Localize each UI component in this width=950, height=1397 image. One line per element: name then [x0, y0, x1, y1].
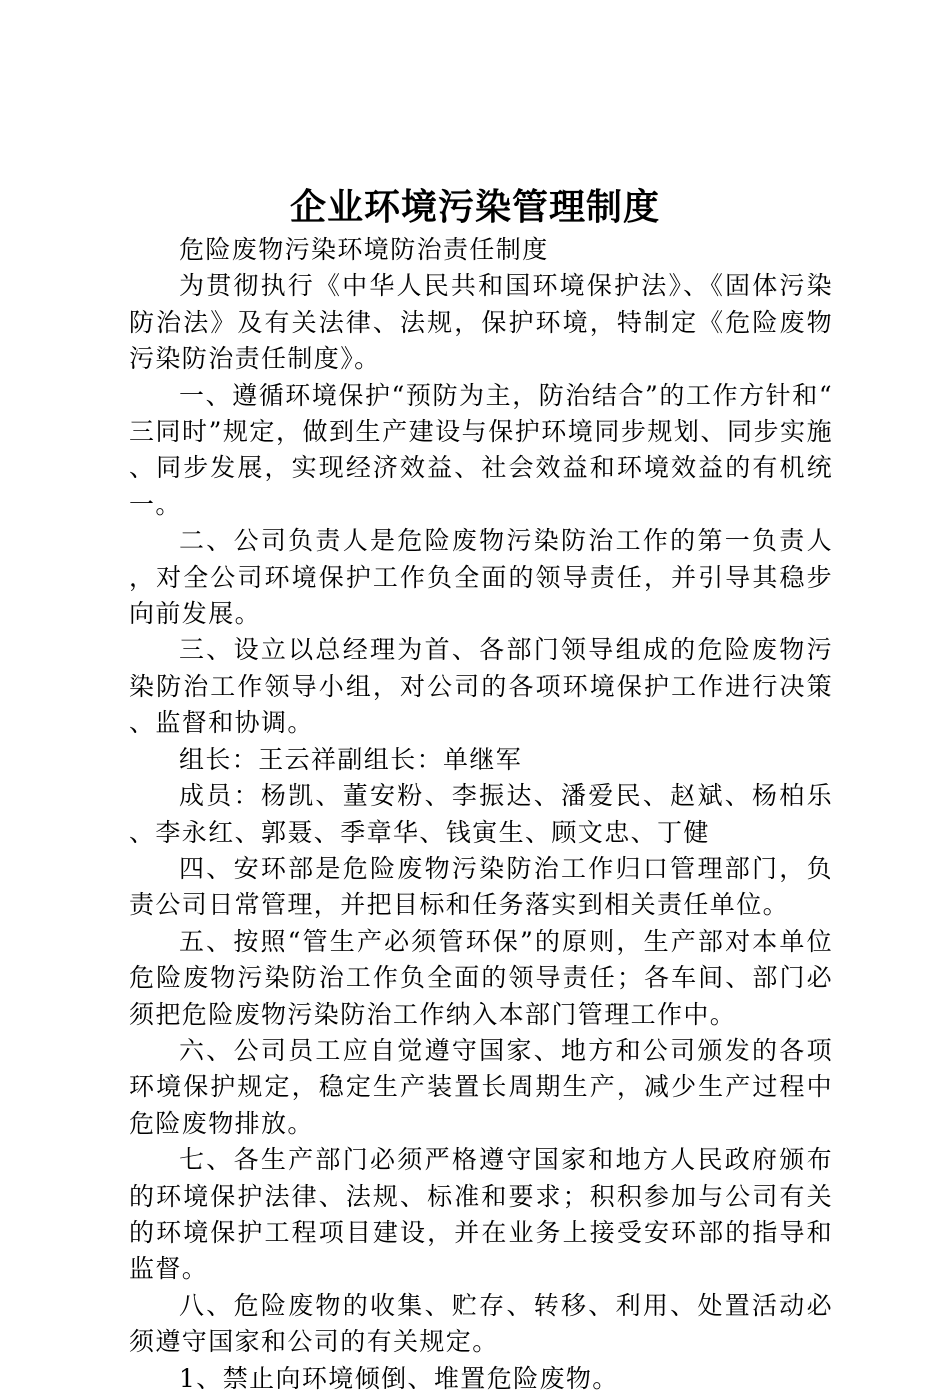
document-body — [129, 232, 833, 1397]
paragraph-item-6: 六、公司员工应自觉遵守国家、地方和公司颁发的各项环境保护规定，稳定生产装置长周期生产，减少生产过程中危险废物排放。 — [129, 1035, 833, 1138]
paragraph-intro: 为贯彻执行《中华人民共和国环境保护法》、《固体污染防治法》及有关法律、法规，保护环境，特制定《危险废物污染防治责任制度》。 — [129, 271, 833, 374]
paragraph-subtitle: 危险废物污染环境防治责任制度 — [179, 235, 549, 264]
paragraph-item-4: 四、安环部是危险废物污染防治工作归口管理部门，负责公司日常管理，并把目标和任务落实到相关责任单位。 — [129, 853, 833, 920]
document-title: 企业环境污染管理制度 — [289, 186, 660, 228]
paragraph-leaders: 组长：王云祥副组长：单继军 — [179, 744, 523, 774]
paragraph-item-5: 五、按照“管生产必须管环保”的原则，生产部对本单位危险废物污染防治工作负全面的领导责任；各车间、部门必须把危险废物污染防治工作纳入本部门管理工作中。 — [129, 926, 833, 1029]
paragraph-item-1: 一、遵循环境保护“预防为主，防治结合”的工作方针和“三同时”规定，做到生产建设与保护环境同步规划、同步实施、同步发展，实现经济效益、社会效益和环境效益的有机统一。 — [129, 380, 833, 519]
paragraph-item-3: 三、设立以总经理为首、各部门领导组成的危险废物污染防治工作领导小组，对公司的各项环境保护工作进行决策、监督和协调。 — [129, 635, 833, 738]
paragraph-item-7: 七、各生产部门必须严格遵守国家和地方人民政府颁布的环境保护法律、法规、标准和要求；积积参加与公司有关的环境保护工程项目建设，并在业务上接受安环部的指导和监督。 — [129, 1145, 833, 1284]
paragraph-item-8: 八、危险废物的收集、贮存、转移、利用、处置活动必须遵守国家和公司的有关规定。 — [129, 1290, 833, 1357]
paragraph-subitem-1: 1、禁止向环境倾倒、堆置危险废物。 — [179, 1363, 619, 1393]
paragraph-members: 成员：杨凯、董安粉、李振达、潘爱民、赵斌、杨柏乐、李永红、郭聂、季章华、钱寅生、顾文忠、丁健 — [129, 781, 833, 847]
paragraph-item-2: 二、公司负责人是危险废物污染防治工作的第一负责人，对全公司环境保护工作负全面的领导责任，并引导其稳步向前发展。 — [129, 526, 833, 629]
